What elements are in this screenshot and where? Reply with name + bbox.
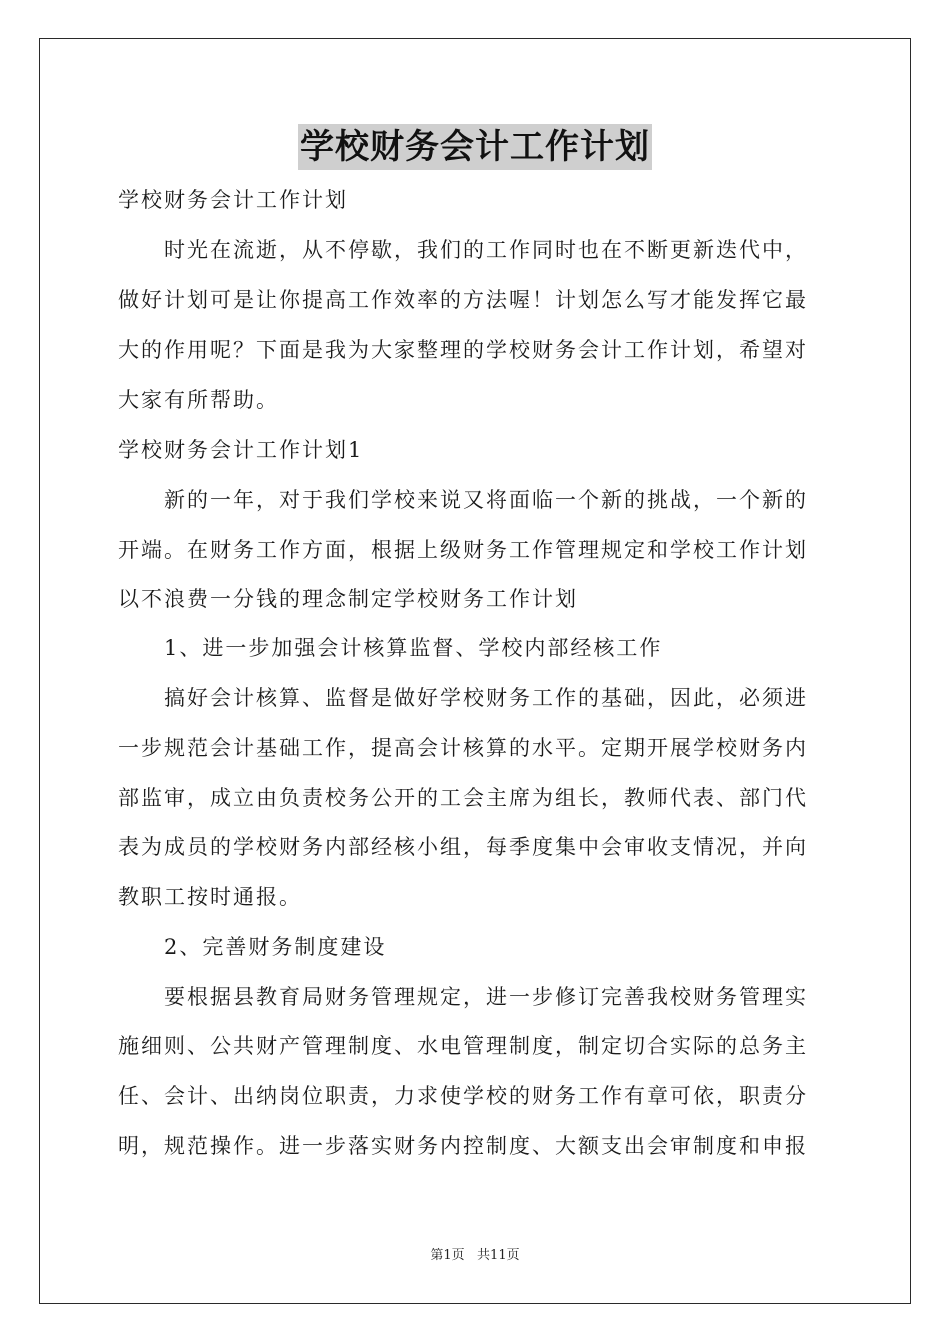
- list-heading: 2、完善财务制度建设: [164, 935, 387, 959]
- page-border: [39, 38, 911, 1304]
- subtitle-line: 学校财务会计工作计划: [118, 188, 348, 212]
- paragraph-line: 施细则、公共财产管理制度、水电管理制度，制定切合实际的总务主: [118, 1034, 808, 1058]
- paragraph-line: 开端。在财务工作方面，根据上级财务工作管理规定和学校工作计划: [118, 538, 808, 562]
- paragraph-line: 时光在流逝，从不停歇，我们的工作同时也在不断更新迭代中，: [164, 238, 808, 262]
- paragraph-line: 教职工按时通报。: [118, 885, 302, 909]
- paragraph-line: 搞好会计核算、监督是做好学校财务工作的基础，因此，必须进: [164, 686, 808, 710]
- paragraph-line: 明，规范操作。进一步落实财务内控制度、大额支出会审制度和申报: [118, 1134, 808, 1158]
- paragraph-line: 大家有所帮助。: [118, 388, 279, 412]
- section-heading: 学校财务会计工作计划1: [118, 438, 364, 462]
- paragraph-line: 新的一年，对于我们学校来说又将面临一个新的挑战，一个新的: [164, 488, 808, 512]
- document-title: 学校财务会计工作计划: [298, 124, 652, 170]
- page-footer: 第1页 共11页: [430, 1248, 520, 1263]
- paragraph-line: 任、会计、出纳岗位职责，力求使学校的财务工作有章可依，职责分: [118, 1084, 808, 1108]
- paragraph-line: 以不浪费一分钱的理念制定学校财务工作计划: [118, 587, 578, 611]
- list-heading: 1、进一步加强会计核算监督、学校内部经核工作: [164, 636, 663, 660]
- paragraph-line: 要根据县教育局财务管理规定，进一步修订完善我校财务管理实: [164, 985, 808, 1009]
- title-container: [0, 124, 950, 170]
- paragraph-line: 一步规范会计基础工作，提高会计核算的水平。定期开展学校财务内: [118, 736, 808, 760]
- paragraph-line: 部监审，成立由负责校务公开的工会主席为组长，教师代表、部门代: [118, 786, 808, 810]
- paragraph-line: 表为成员的学校财务内部经核小组，每季度集中会审收支情况，并向: [118, 835, 808, 859]
- paragraph-line: 做好计划可是让你提高工作效率的方法喔！计划怎么写才能发挥它最: [118, 288, 808, 312]
- paragraph-line: 大的作用呢？下面是我为大家整理的学校财务会计工作计划，希望对: [118, 338, 808, 362]
